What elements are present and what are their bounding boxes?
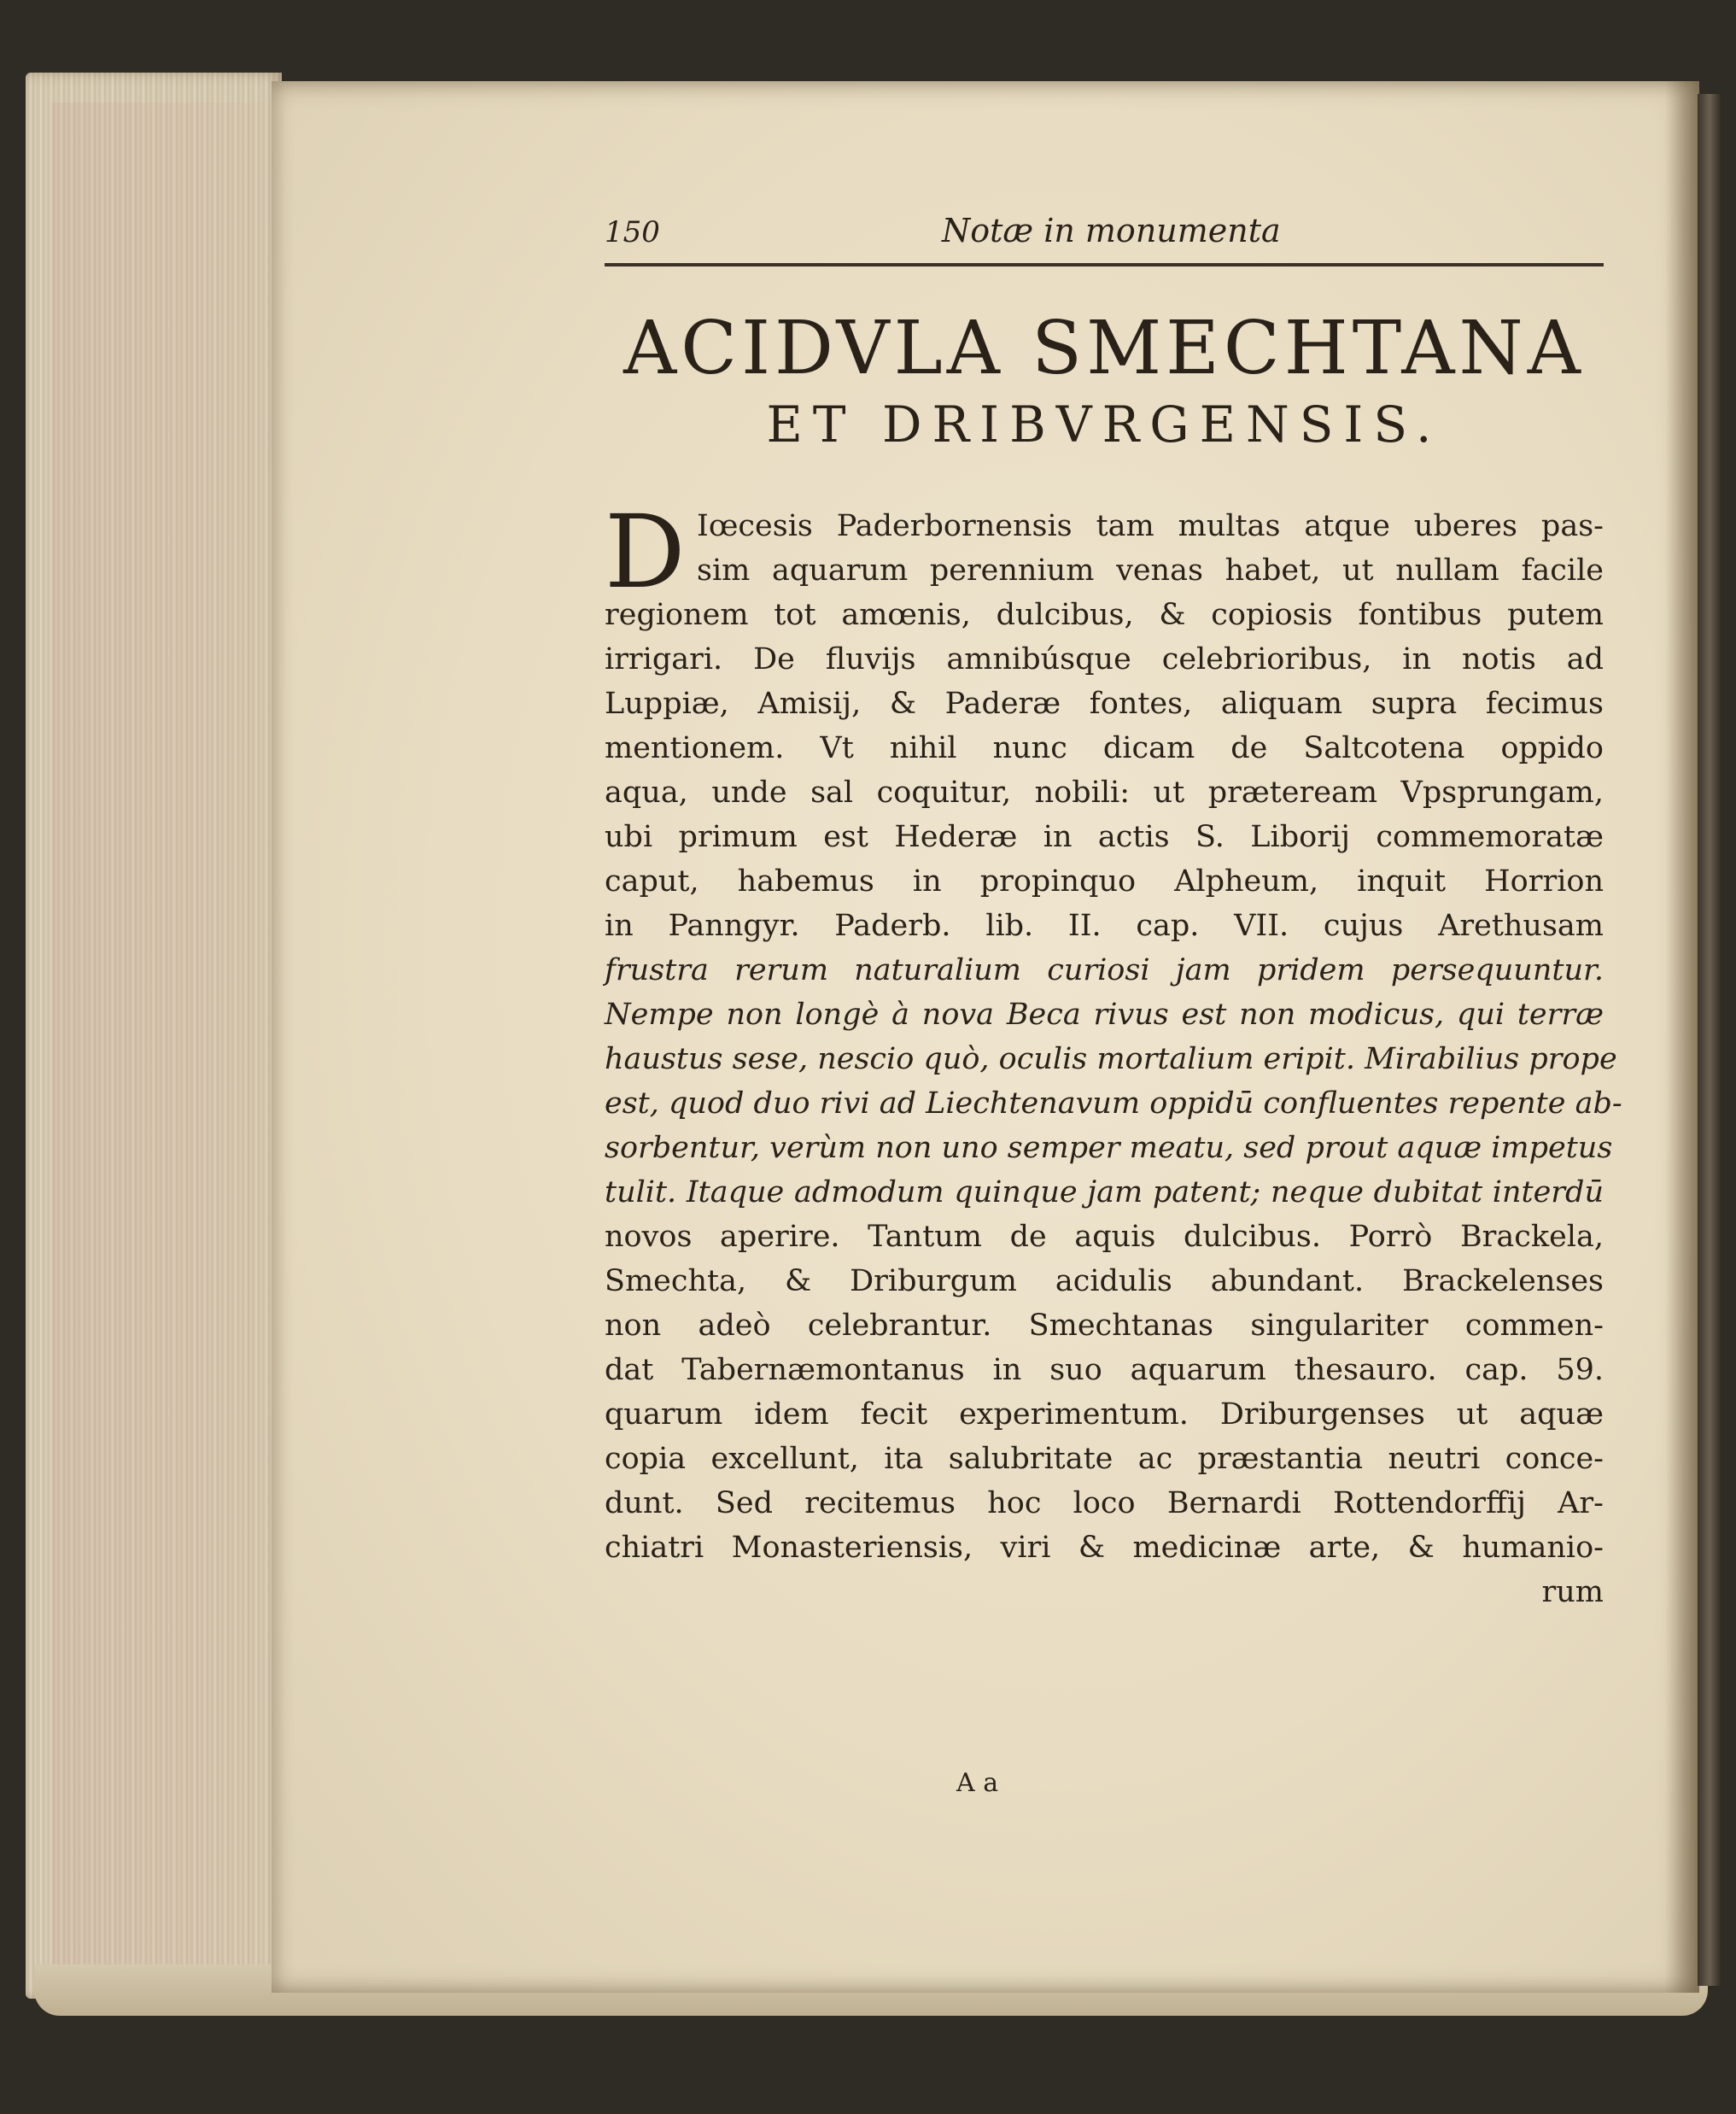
page-gutter-shadow [1665, 81, 1699, 1993]
drop-cap: D [605, 493, 686, 611]
body-line: Luppiæ, Amisij, & Paderæ fontes, aliquam supra fecimus [605, 687, 1604, 721]
body-line: sorbentur, verùm non uno semper meatu, sed prout aquæ impetus [605, 1131, 1613, 1165]
chapter-subtitle: ET DRIBVRGENSIS. [766, 395, 1442, 454]
catchword: rum [1541, 1575, 1604, 1609]
body-line: est, quod duo rivi ad Liechtenavum oppidū confluentes repente ab- [605, 1086, 1622, 1121]
body-line: dunt. Sed recitemus hoc loco Bernardi Rottendorffij Ar- [605, 1486, 1604, 1520]
body-line: chiatri Monasteriensis, viri & medicinæ arte, & humanio- [605, 1531, 1604, 1565]
body-line: Smechta, & Driburgum acidulis abundant. Brackelenses [605, 1264, 1604, 1298]
body-line: Iœcesis Paderbornensis tam multas atque uberes pas- [697, 509, 1604, 543]
body-line: haustus sese, nescio quò, oculis mortalium eripit. Mirabilius prope [605, 1042, 1617, 1076]
book-right-edge [1698, 94, 1721, 1986]
body-line: novos aperire. Tantum de aquis dulcibus. Porrò Brackela, [605, 1220, 1604, 1254]
body-line: copia excellunt, ita salubritate ac præstantia neutri conce- [605, 1442, 1604, 1476]
chapter-title: ACIDVLA SMECHTANA [623, 306, 1585, 391]
body-line: aqua, unde sal coquitur, nobili: ut præteream Vpsprungam, [605, 776, 1604, 810]
body-line: frustra rerum naturalium curiosi jam pridem persequuntur. [605, 953, 1604, 987]
page-number: 150 [605, 215, 660, 249]
body-line: ubi primum est Hederæ in actis S. Liborij commemoratæ [605, 820, 1604, 854]
body-line: tulit. Itaque admodum quinque jam patent; neque dubitat interdū [605, 1175, 1604, 1209]
body-line: quarum idem fecit experimentum. Driburgenses ut aquæ [605, 1397, 1604, 1432]
body-line: Nempe non longè à nova Beca rivus est non modicus, qui terræ [605, 998, 1604, 1032]
body-line: caput, habemus in propinquo Alpheum, inquit Horrion [605, 864, 1604, 899]
body-line: mentionem. Vt nihil nunc dicam de Saltcotena oppido [605, 731, 1604, 765]
body-line: sim aquarum perennium venas habet, ut nullam facile [697, 553, 1604, 588]
body-line: regionem tot amœnis, dulcibus, & copiosis fontibus putem [605, 598, 1604, 632]
running-head [605, 212, 1604, 266]
body-line: non adeò celebrantur. Smechtanas singulariter commen- [605, 1309, 1604, 1343]
page-edges-tint [51, 102, 265, 1982]
body-line: irrigari. De fluvijs amnibúsque celebrioribus, in notis ad [605, 642, 1604, 676]
body-line: in Panngyr. Paderb. lib. II. cap. VII. cujus Arethusam [605, 909, 1604, 943]
running-head-title: Notæ in monumenta [942, 212, 1281, 249]
signature-mark: A a [956, 1768, 999, 1798]
body-text [605, 493, 1622, 1614]
body-line: dat Tabernæmontanus in suo aquarum thesauro. cap. 59. [605, 1353, 1604, 1387]
